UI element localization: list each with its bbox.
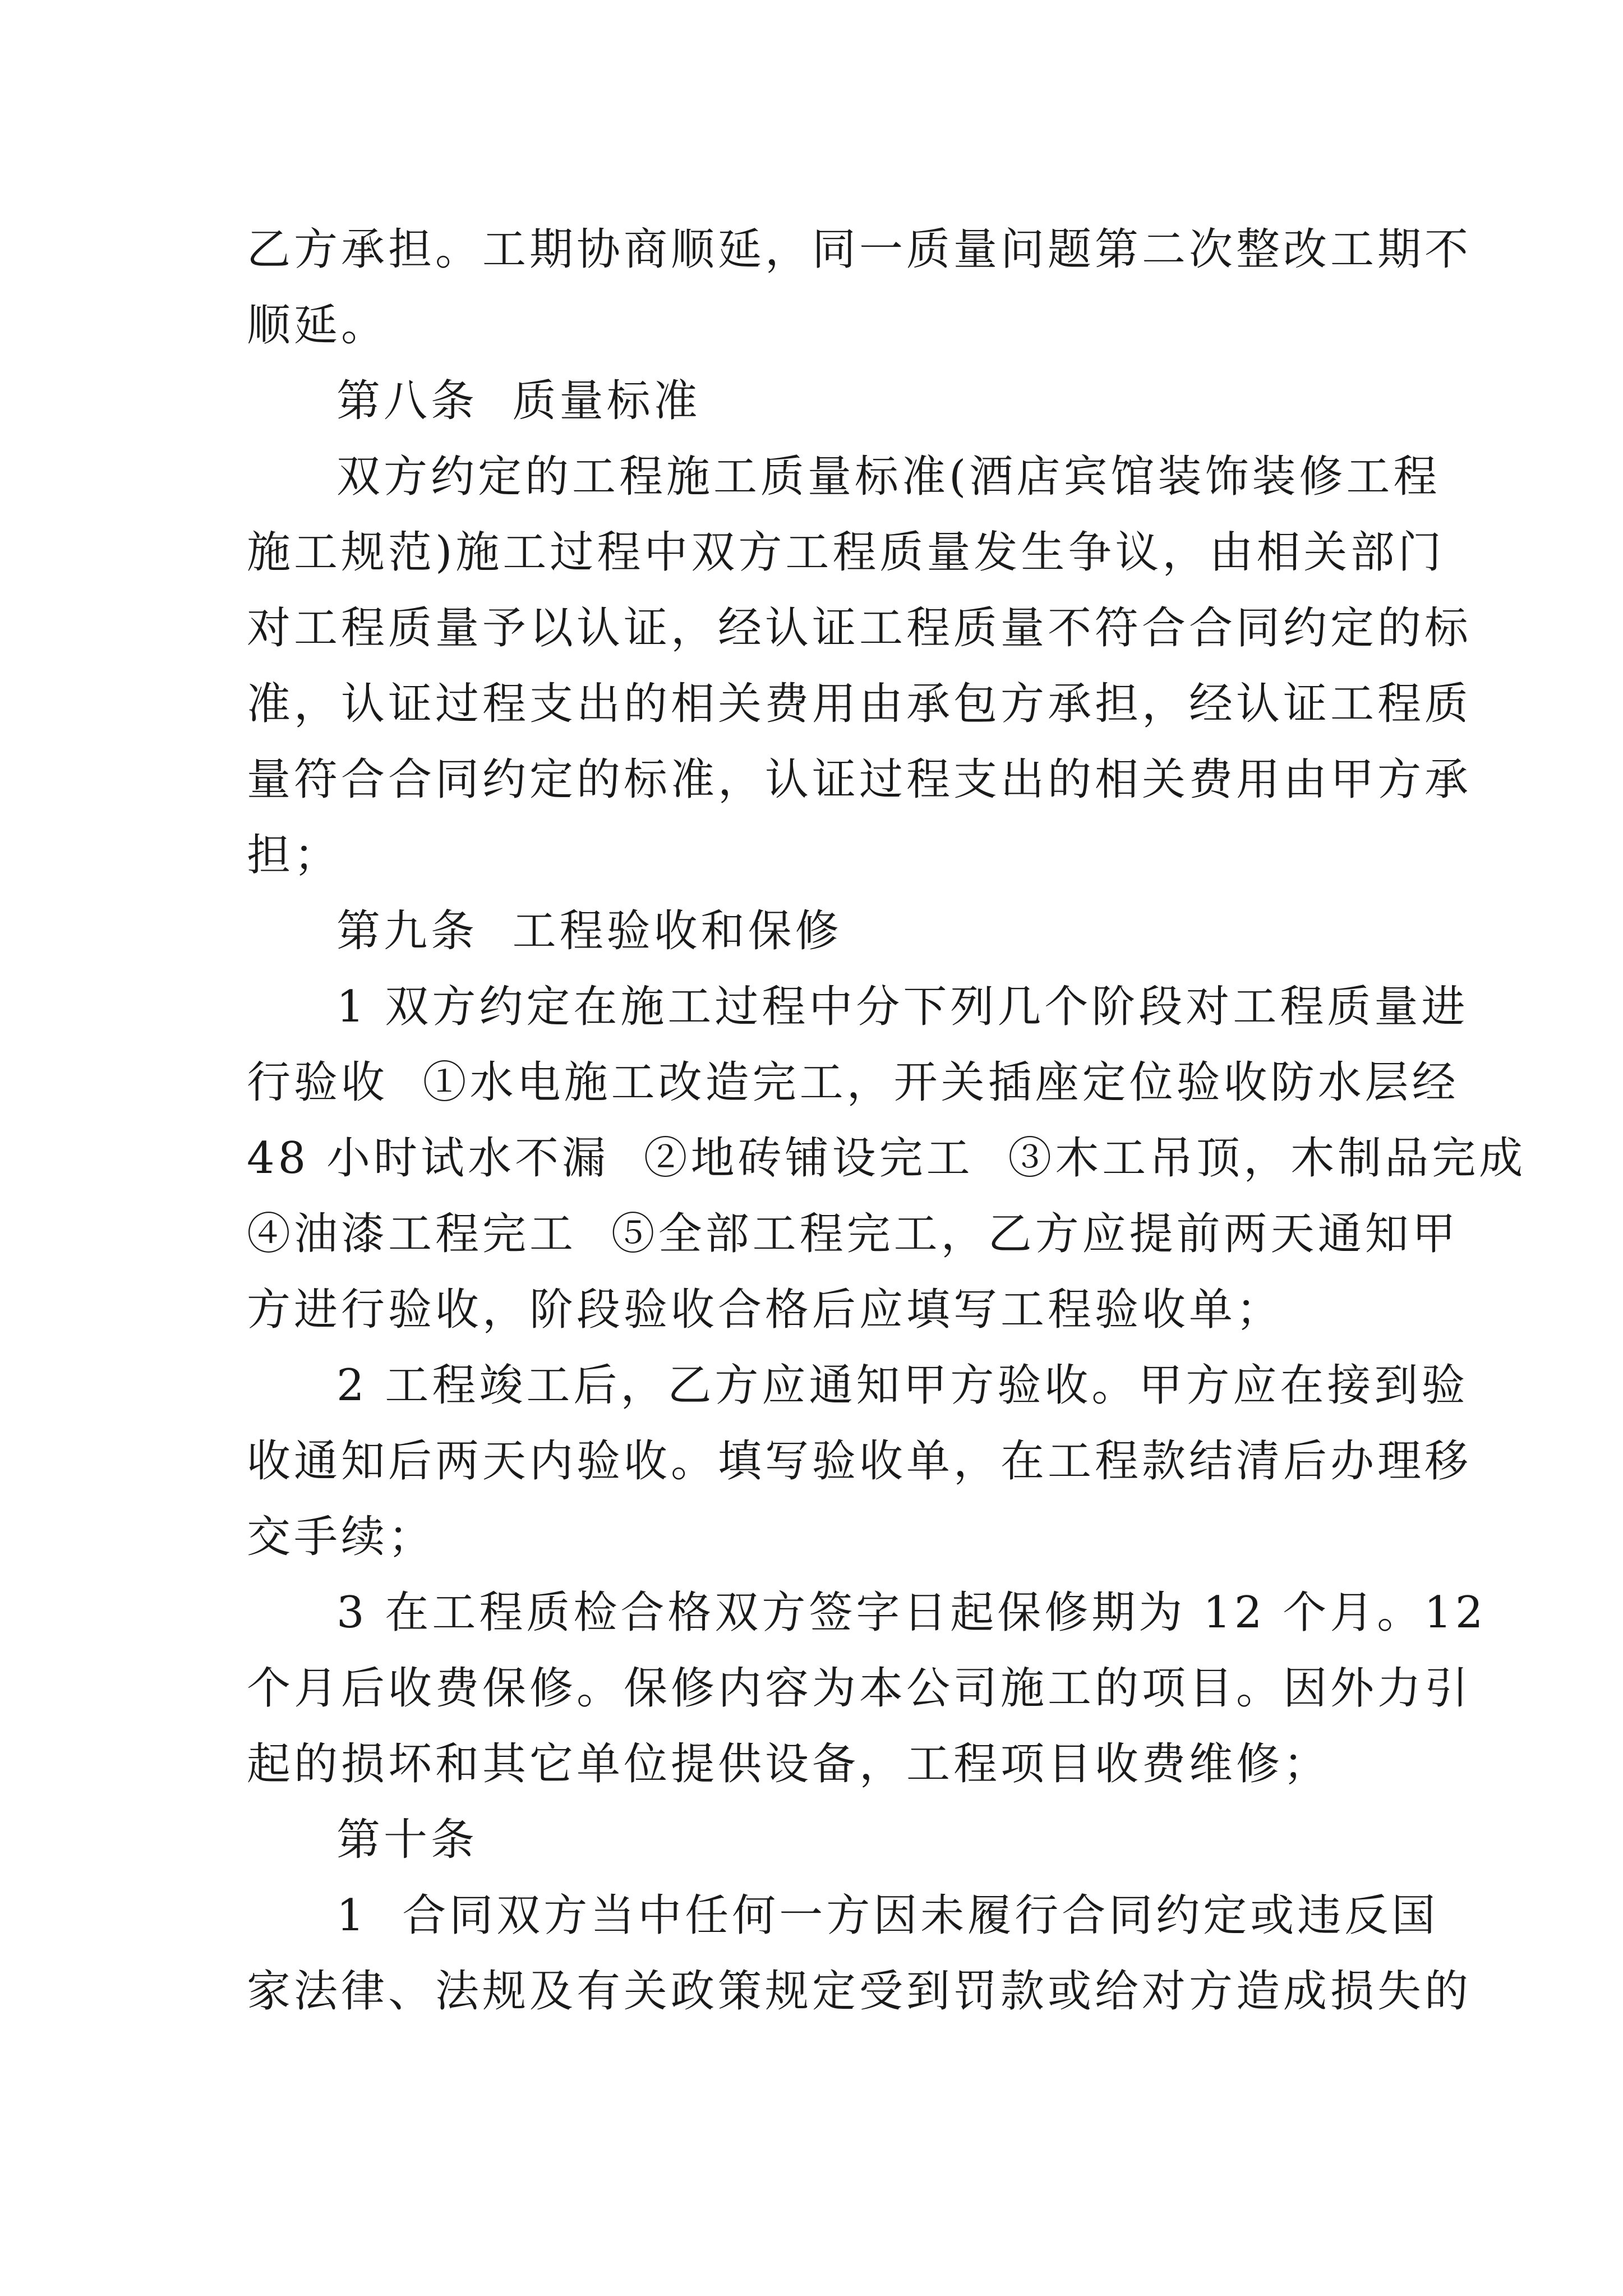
text-line: ④油漆工程完工 ⑤全部工程完工，乙方应提前两天通知甲 — [247, 1209, 1459, 1259]
text-line: 量符合合同约定的标准，认证过程支出的相关费用由甲方承 — [247, 754, 1472, 805]
text-line: 3 在工程质检合格双方签字日起保修期为 12 个月。12 — [336, 1588, 1487, 1638]
section-heading-9: 第九条 工程验收和保修 — [336, 906, 842, 956]
text-line: 交手续； — [247, 1512, 436, 1562]
text-line: 家法律、法规及有关政策规定受到罚款或给对方造成损失的 — [247, 1966, 1472, 2017]
text-line: 对工程质量予以认证，经认证工程质量不符合合同约定的标 — [247, 603, 1472, 654]
text-line: 顺延。 — [247, 300, 389, 351]
text-line: 双方约定的工程施工质量标准(酒店宾馆装饰装修工程 — [336, 452, 1441, 502]
section-heading-8: 第八条 质量标准 — [336, 376, 701, 426]
text-line: 收通知后两天内验收。填写验收单，在工程款结清后办理移 — [247, 1436, 1472, 1487]
text-line: 48 小时试水不漏 ②地砖铺设完工 ③木工吊顶，木制品完成 — [247, 1133, 1527, 1184]
text-line: 起的损坏和其它单位提供设备，工程项目收费维修； — [247, 1739, 1331, 1789]
text-line: 准，认证过程支出的相关费用由承包方承担，经认证工程质 — [247, 679, 1472, 729]
text-line: 方进行验收，阶段验收合格后应填写工程验收单； — [247, 1285, 1284, 1335]
text-line: 个月后收费保修。保修内容为本公司施工的项目。因外力引 — [247, 1663, 1472, 1714]
text-line: 2 工程竣工后，乙方应通知甲方验收。甲方应在接到验 — [336, 1360, 1469, 1411]
text-line: 施工规范)施工过程中双方工程质量发生争议，由相关部门 — [247, 527, 1445, 578]
text-line: 行验收 ①水电施工改造完工，开关插座定位验收防水层经 — [247, 1057, 1459, 1108]
text-line: 1 合同双方当中任何一方因未履行合同约定或违反国 — [336, 1890, 1439, 1941]
text-line: 乙方承担。工期协商顺延，同一质量问题第二次整改工期不 — [247, 224, 1472, 275]
text-line: 1 双方约定在施工过程中分下列几个阶段对工程质量进 — [336, 982, 1469, 1032]
text-line: 担； — [247, 830, 342, 881]
section-heading-10: 第十条 — [336, 1815, 478, 1865]
